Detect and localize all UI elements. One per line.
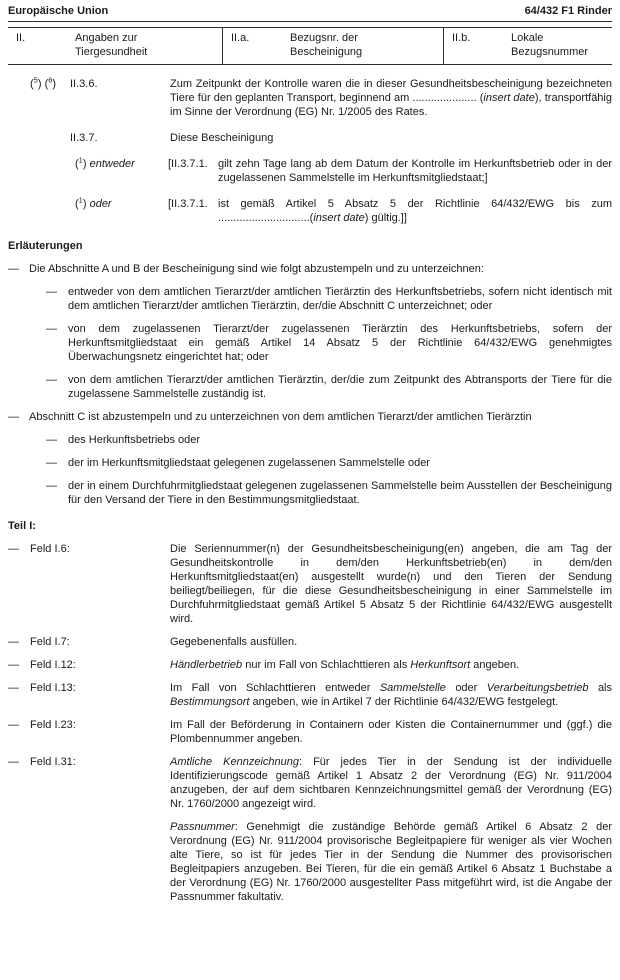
note-text: des Herkunftsbetriebs oder	[68, 434, 201, 446]
note-text: von dem amtlichen Tierarzt/der amtlichen Tierärztin, der/die zum Zeitpunkt des Abtransports der Tiere für die zugelassene Sammelstelle zuständig ist.	[68, 374, 612, 400]
table-cell-certificate-ref	[222, 28, 443, 64]
note-text: Abschnitt C ist abzustempeln und zu unterzeichnen von dem amtlichen Tierarzt/der amtlichen Tierärztin	[29, 411, 532, 423]
field-description	[170, 718, 612, 746]
cell-number: II.a.	[231, 32, 250, 44]
note-subitem	[46, 322, 612, 364]
field-description	[170, 755, 612, 904]
header-left-title: Europäische Union	[8, 5, 109, 17]
field-paragraph: Passnummer: Genehmigt die zuständige Behörde gemäß Artikel 6 Absatz 2 der Verordnung (EG) Nr. 911/2004 provisorische Begleitpapiere für weniger als vier Wochen alte Tiere, so ist für jedes Tier in der Sendung die Nummer des provisorischen Begleitpapiers anzugeben. Bei Tieren, für die ein gemäß Artikel 6 Absatz 1 Buchstabe a der Verordnung (EG) Nr. 1760/2000 ausgestellter Pass mitgeführt wird, ist die Angabe der Passnummer fakultativ.	[170, 821, 612, 903]
field-description	[170, 658, 612, 672]
field-label: Feld I.12:	[30, 659, 76, 671]
cell-label: Lokale Bezugsnummer	[511, 32, 589, 58]
clause-row-oder	[8, 197, 612, 225]
field-paragraph: Im Fall von Schlachttieren entweder Sammelstelle oder Verarbeitungsbetrieb als Bestimmungsort angeben, wie in Artikel 7 der Richtlinie 64/432/EWG festgelegt.	[170, 682, 613, 708]
clause-number: [II.3.7.1.	[168, 158, 208, 170]
clause-text: Diese Bescheinigung	[170, 132, 274, 144]
reference-table	[8, 27, 612, 65]
section-title-erlaeuterungen: Erläuterungen	[8, 240, 83, 252]
note-item	[8, 262, 612, 276]
header-right-code: 64/432 F1 Rinder	[524, 5, 612, 17]
clause-row-ii-3-7	[8, 131, 612, 145]
dash: —	[46, 434, 57, 446]
clause-row-entweder	[8, 157, 612, 185]
field-row-i23	[8, 718, 612, 746]
dash: —	[8, 659, 19, 671]
dash: —	[8, 263, 19, 275]
clause-text: ist gemäß Artikel 5 Absatz 5 der Richtlinie 64/432/EWG bis zum ..............................(insert date) gültig.]]	[218, 198, 612, 224]
field-paragraph: Gegebenenfalls ausfüllen.	[170, 636, 298, 648]
field-row-i7	[8, 635, 612, 649]
note-text: der in einem Durchfuhrmitgliedstaat gelegenen zugelassenen Sammelstelle beim Ausstellen der Bescheinigung für den Versand der Tiere in den Bestimmungsmitgliedstaat.	[68, 480, 612, 506]
note-item	[8, 410, 612, 424]
note-text: Die Abschnitte A und B der Bescheinigung sind wie folgt abzustempeln und zu unterzeichnen:	[29, 263, 484, 275]
field-description	[170, 542, 612, 626]
note-subitem	[46, 456, 612, 470]
field-paragraph: Amtliche Kennzeichnung: Für jedes Tier in der Sendung ist der individuelle Identifizierungscode gemäß Artikel 1 Absatz 2 der Verordnung (EG) Nr. 911/2004 anzugeben, der auf dem sichtbaren Kennzeichnungsmittel gemäß der Verordnung (EG) Nr. 1760/2000 angezeigt wird.	[170, 756, 612, 810]
alternative-label: ($^1$) oder	[75, 195, 112, 210]
note-subitem	[46, 433, 612, 447]
dash: —	[8, 543, 19, 555]
clause-number: II.3.7.	[70, 132, 98, 144]
dash: —	[46, 286, 57, 298]
note-text: von dem zugelassenen Tierarzt/der zugelassenen Tierärztin des Herkunftsbetriebs, sofern der Herkunftsmitgliedstaat ein gemäß Artikel 14 Absatz 5 der Richtlinie 64/432/EWG genehmigtes Überwachungsnetz eingerichtet hat; oder	[68, 323, 612, 363]
field-row-i12	[8, 658, 612, 672]
clause-text: Zum Zeitpunkt der Kontrolle waren die in dieser Gesundheitsbescheinigung bezeichneten Tiere für den geplanten Transport, beginnend am ..................... (insert date), transportfähig im Sinne der Verordnung (EG) Nr. 1/2005 des Rates.	[170, 78, 612, 118]
field-description	[170, 681, 612, 709]
note-subitem	[46, 479, 612, 507]
note-text: der im Herkunftsmitgliedstaat gelegenen zugelassenen Sammelstelle oder	[68, 457, 430, 469]
field-label: Feld I.31:	[30, 756, 76, 768]
dash: —	[46, 374, 57, 386]
dash: —	[8, 756, 19, 768]
cell-number: II.b.	[452, 32, 471, 44]
dash: —	[46, 480, 57, 492]
alternative-label: ($^1$) entweder	[75, 155, 135, 170]
field-row-i6	[8, 542, 612, 626]
field-row-i31	[8, 755, 612, 904]
field-paragraph: Händlerbetrieb nur im Fall von Schlachttieren als Herkunftsort angeben.	[170, 659, 520, 671]
field-label: Feld I.7:	[30, 636, 70, 648]
field-label: Feld I.13:	[30, 682, 76, 694]
dash: —	[8, 636, 19, 648]
field-description	[170, 635, 612, 649]
note-text: entweder von dem amtlichen Tierarzt/der amtlichen Tierärztin des Herkunftsbetriebs, sofern nicht identisch mit dem amtlichen Tierarzt/der amtlichen Tierärztin, der/die Abschnitt C unterzeichnet; oder	[68, 286, 612, 312]
field-label: Feld I.23:	[30, 719, 76, 731]
footnote-marks	[30, 131, 70, 145]
document-header	[8, 4, 612, 22]
dash: —	[46, 457, 57, 469]
cell-number: II.	[16, 32, 26, 44]
field-paragraph: Im Fall der Beförderung in Containern oder Kisten die Containernummer und (ggf.) die Plombennummer angeben.	[170, 719, 612, 745]
dash: —	[8, 719, 19, 731]
dash: —	[46, 323, 57, 335]
table-cell-local-ref	[443, 28, 612, 64]
section-title-teil-1: Teil I:	[8, 520, 36, 532]
cell-label: Angaben zur Tiergesundheit	[75, 32, 148, 58]
dash: —	[8, 682, 19, 694]
note-subitem	[46, 373, 612, 401]
field-row-i13	[8, 681, 612, 709]
field-label: Feld I.6:	[30, 543, 70, 555]
clause-number: II.3.6.	[70, 78, 98, 90]
clause-row-ii-3-6	[8, 77, 612, 119]
table-cell-animal-health	[8, 28, 222, 64]
note-subitem	[46, 285, 612, 313]
field-paragraph: Die Seriennummer(n) der Gesundheitsbescheinigung(en) angeben, die am Tag der Gesundheitskontrolle in dem/den Herkunftsbetrieb(en) in dem/den Herkunftsmitgliedstaat(en) ausgestellt wurde(n) und den Tieren der Sendung beiliegt/beiliegen, für die diese Gesundheitsbescheinigung in einer Sammelstelle im Durchfuhrmitgliedstaat gemäß Artikel 5 Absatz 5 der Richtlinie 64/432/EWG ausgestellt wird.	[170, 543, 612, 625]
footnote-marks: ($^5$) ($^6$)	[30, 75, 57, 90]
cell-label: Bezugsnr. der Bescheinigung	[290, 32, 363, 58]
clause-number: [II.3.7.1.	[168, 198, 208, 210]
dash: —	[8, 411, 19, 423]
clause-text: gilt zehn Tage lang ab dem Datum der Kontrolle im Herkunftsbetrieb oder in der zugelassenen Sammelstelle im Herkunftsmitgliedstaat;]	[218, 158, 612, 184]
